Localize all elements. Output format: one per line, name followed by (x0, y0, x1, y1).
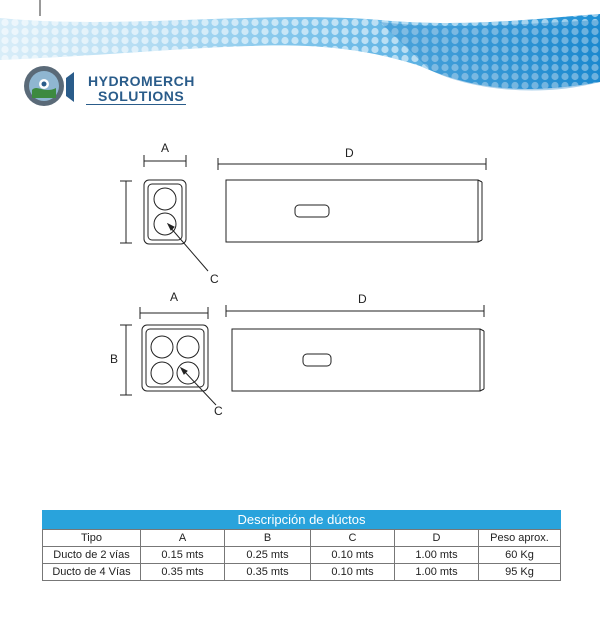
cell-a: 0.35 mts (141, 564, 225, 581)
duct-diagram (100, 135, 500, 425)
cell-c: 0.10 mts (311, 564, 395, 581)
cell-tipo: Ducto de 4 Vías (43, 564, 141, 581)
bottom-label-a: A (170, 290, 179, 304)
header-a: A (141, 530, 225, 547)
bottom-label-b: B (110, 352, 119, 366)
company-logo (22, 64, 80, 110)
top-label-d: D (345, 146, 354, 160)
cell-peso: 60 Kg (479, 547, 561, 564)
cell-peso: 95 Kg (479, 564, 561, 581)
bottom-label-c: C (214, 404, 223, 418)
table-row (43, 547, 561, 564)
bottom-label-d: D (358, 292, 367, 306)
header-c: C (311, 530, 395, 547)
cell-d: 1.00 mts (395, 564, 479, 581)
brand-line-1: HYDROMERCH (88, 73, 195, 89)
brand-underline (86, 104, 186, 105)
header-b: B (225, 530, 311, 547)
header-tipo: Tipo (43, 530, 141, 547)
cell-tipo: Ducto de 2 vías (43, 547, 141, 564)
cell-b: 0.25 mts (225, 547, 311, 564)
table-row (43, 564, 561, 581)
brand-line-2: SOLUTIONS (98, 88, 185, 104)
brand-name (88, 74, 195, 104)
header-d: D (395, 530, 479, 547)
table-header-row (43, 530, 561, 547)
duct-specs-table (42, 510, 561, 581)
top-label-a: A (161, 141, 170, 155)
cell-a: 0.15 mts (141, 547, 225, 564)
cell-b: 0.35 mts (225, 564, 311, 581)
top-label-c: C (210, 272, 219, 286)
header-peso: Peso aprox. (479, 530, 561, 547)
cell-d: 1.00 mts (395, 547, 479, 564)
table-title: Descripción de dúctos (42, 510, 561, 529)
cell-c: 0.10 mts (311, 547, 395, 564)
